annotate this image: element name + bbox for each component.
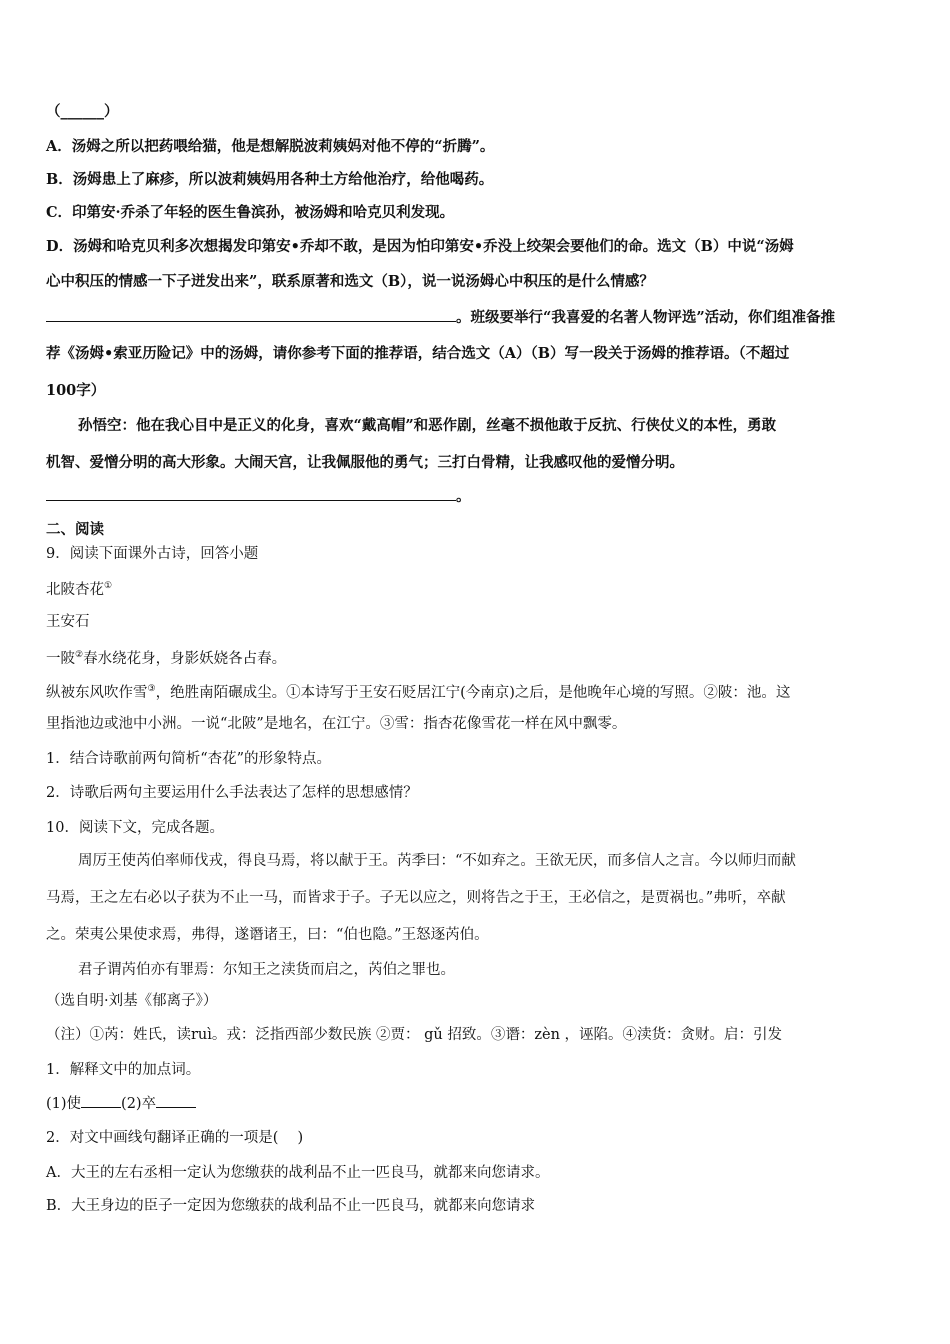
answer-blank[interactable] — [46, 307, 456, 322]
example-line1: 孙悟空：他在我心目中是正义的化身，喜欢“戴高帽”和恶作剧，丝毫不损他敢于反抗、行侠仗义的本性，勇敢 — [78, 417, 777, 434]
passage-line3: 之。荣夷公果使求焉，弗得，遂谮诸王，曰：“伯也隐。”王怒逐芮伯。 — [46, 927, 489, 943]
option-d-line2: 心中积压的情感一下子迸发出来”，联系原著和选文（B），说一说汤姆心中积压的是什么情感？ — [46, 273, 654, 290]
task-line3: 100字） — [46, 382, 106, 399]
q9-sub1: 1．结合诗歌前两句简析“杏花”的形象特点。 — [46, 751, 332, 767]
option-d-line1: D．汤姆和哈克贝利多次想揭发印第安•乔却不敢，是因为怕印第安•乔没上绞架会要他们的命。选文（B）中说“汤姆 — [46, 238, 794, 255]
poem-line2b: ，绝胜南陌碾成尘。①本诗写于王安石贬居江宁(今南京)之后，是他晚年心境的写照。②陂：池。这 — [155, 684, 791, 701]
poem-title — [46, 576, 906, 600]
q10-sub1-items — [46, 1094, 906, 1114]
option-b: B．汤姆患上了麻疹，所以波莉姨妈用各种土方给他治疗，给他喝药。 — [46, 171, 494, 188]
q9-sub2: 2．诗歌后两句主要运用什么手法表达了怎样的思想感情？ — [46, 785, 418, 801]
item-2-blank[interactable] — [156, 1095, 196, 1108]
answer-blank-2[interactable] — [46, 486, 456, 501]
poem-line1b: 春水绕花身，身影妖娆各占春。 — [83, 650, 287, 667]
footnote-mark: ① — [104, 581, 113, 591]
end-mark: 。 — [456, 488, 471, 505]
passage-line1: 周厉王使芮伯率师伐戎，得良马焉，将以献于王。芮季曰：“不如弃之。王欲无厌，而多信人之言。今以师归而献 — [78, 853, 796, 869]
poem-author: 王安石 — [46, 614, 90, 630]
task-line2: 荐《汤姆•索亚历险记》中的汤姆，请你参考下面的推荐语，结合选文（A）（B）写一段关于汤姆的推荐语。（不超过 — [46, 345, 790, 362]
q10-sub2: 2．对文中画线句翻译正确的一项是( ) — [46, 1130, 304, 1146]
footnote-mark: ③ — [147, 684, 156, 694]
q10-sub1: 1．解释文中的加点词。 — [46, 1062, 201, 1078]
task-line1: 。班级要举行“我喜爱的名著人物评选”活动，你们组准备推 — [456, 309, 836, 326]
poem-title-text: 北陂杏花 — [46, 581, 104, 598]
passage-line2: 马焉，王之左右必以子获为不止一马，而皆求于子。子无以应之，则将告之于王，王必信之，是贾祸也。”弗听，卒献 — [46, 890, 786, 906]
answer-line-task — [46, 307, 906, 328]
item-1-blank[interactable] — [81, 1095, 121, 1108]
poem-notes: 里指池边或池中小洲。一说“北陂”是地名，在江宁。③雪：指杏花像雪花一样在风中飘零。 — [46, 716, 627, 732]
poem-line1a: 一陂 — [46, 650, 75, 667]
q10-sub2-option-b: B．大王身边的臣子一定因为您缴获的战利品不止一匹良马，就都来向您请求 — [46, 1198, 536, 1214]
poem-line2a: 纵被东风吹作雪 — [46, 684, 148, 701]
answer-paren: （______） — [46, 103, 119, 120]
footnote-mark: ② — [75, 650, 84, 660]
q10-sub2-option-a: A．大王的左右丞相一定认为您缴获的战利品不止一匹良马，就都来向您请求。 — [46, 1165, 550, 1181]
passage-line4: 君子谓芮伯亦有罪焉：尔知王之渎货而启之，芮伯之罪也。 — [78, 962, 455, 978]
q10-title: 10．阅读下文，完成各题。 — [46, 820, 224, 836]
example-line2: 机智、爱憎分明的高大形象。大闹天宫，让我佩服他的勇气；三打白骨精，让我感叹他的爱憎分明。 — [46, 454, 684, 471]
poem-line1 — [46, 645, 906, 669]
passage-notes: （注）①芮：姓氏，读ruì。戎：泛指西部少数民族 ②贾： gǔ 招致。③谮：zèn ，诬陷。④渎货：贪财。启：引发 — [46, 1027, 783, 1043]
section-heading: 二、阅读 — [46, 521, 104, 538]
q9-title: 9．阅读下面课外古诗，回答小题 — [46, 546, 259, 562]
poem-line2 — [46, 679, 906, 703]
option-c: C．印第安·乔杀了年轻的医生鲁滨孙，被汤姆和哈克贝利发现。 — [46, 204, 455, 221]
item-1-label: (1)使 — [46, 1096, 82, 1112]
answer-line-end — [46, 486, 906, 507]
item-2-label: (2)卒 — [121, 1096, 157, 1112]
option-a: A．汤姆之所以把药喂给猫，他是想解脱波莉姨妈对他不停的“折腾”。 — [46, 138, 495, 155]
passage-source: （选自明·刘基《郁离子》） — [46, 993, 218, 1009]
